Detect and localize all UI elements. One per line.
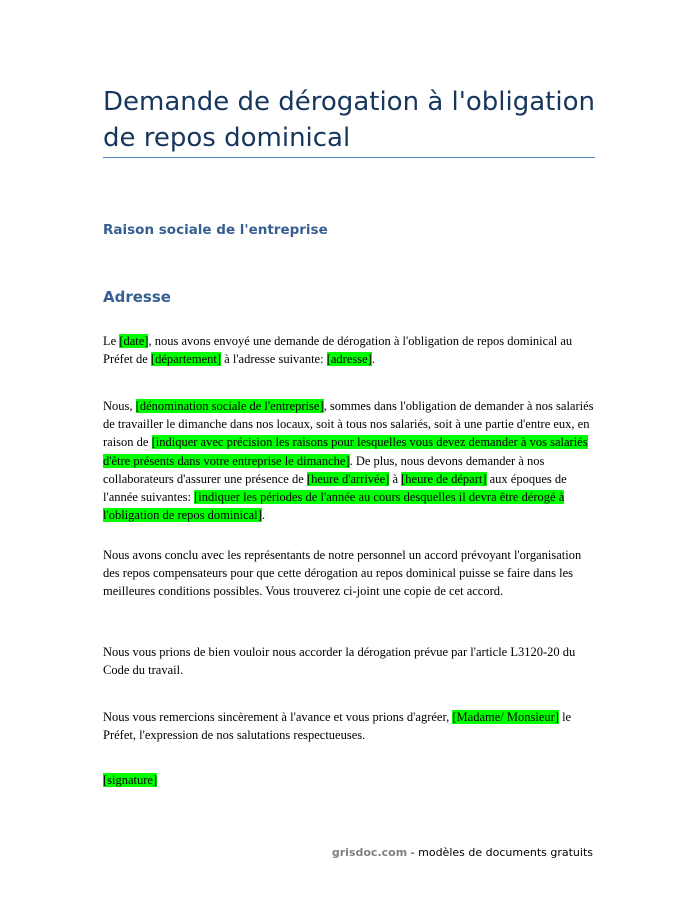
- paragraph-article: Nous vous prions de bien vouloir nous accorder la dérogation prévue par l'article L3120-20 du Code du travail.: [103, 645, 576, 678]
- company-name-heading: Raison sociale de l'entreprise: [103, 222, 328, 238]
- placeholder-departement: [département]: [150, 352, 222, 367]
- document-title: Demande de dérogation à l'obligation de repos dominical: [103, 87, 595, 153]
- placeholder-periodes: [indiquer les périodes de l'année au cours desquelles il devra être dérogé à l'obligation de repos dominical]: [103, 490, 565, 523]
- text: , nous avons envoyé une demande de dérogation à l'obligation de repos dominical au Préfet de: [103, 334, 573, 367]
- placeholder-signature: [signature]: [103, 773, 158, 787]
- text: Nous,: [103, 399, 136, 413]
- text: aux époques de l'année suivantes:: [103, 471, 567, 505]
- placeholder-civilite: [Madame/ Monsieur]: [452, 710, 559, 724]
- footer: [332, 846, 593, 859]
- paragraph-request: [103, 397, 595, 524]
- paragraph-intro: [103, 332, 595, 368]
- signature-line: [103, 771, 595, 789]
- footer-site: grisdoc.com: [331, 846, 408, 859]
- text: Le: [103, 334, 120, 348]
- placeholder-adresse: [adresse]: [326, 352, 372, 367]
- paragraph-agreement: Nous avons conclu avec les représentants de notre personnel un accord prévoyant l'organisation des repos compensateurs pour que cette dérogation au repos dominical puisse se faire dans les meilleures conditions possibles. Vous trouverez ci-joint une copie de cet accord.: [103, 548, 582, 599]
- placeholder-date: [date]: [119, 334, 149, 348]
- address-heading: Adresse: [103, 288, 171, 306]
- text: .: [371, 352, 375, 367]
- placeholder-heure-depart: [heure de départ]: [401, 471, 487, 486]
- footer-tagline: - modèles de documents gratuits: [407, 846, 593, 859]
- text: .: [261, 508, 265, 523]
- title-underline: [103, 157, 595, 158]
- text: . De plus, nous devons demander à nos collaborateurs d'assurer une présence de: [103, 453, 545, 486]
- paragraph-closing: [103, 708, 595, 744]
- text: à: [389, 471, 402, 486]
- text: le Préfet, l'expression de nos salutations respectueuses.: [103, 710, 572, 743]
- placeholder-raisons: [indiquer avec précision les raisons pour lesquelles vous devez demander à vos salariés d'être présents dans votre entreprise le dimanche]: [103, 435, 588, 468]
- text: Nous vous remercions sincèrement à l'avance et vous prions d'agréer,: [103, 710, 453, 724]
- text: , sommes dans l'obligation de demander à nos salariés de travailler le dimanche dans nos locaux, soit à tous nos salariés, soit à une partie d'entre eux, en raison de: [103, 399, 594, 450]
- placeholder-denomination: [dénomination sociale de l'entreprise]: [135, 399, 324, 413]
- text: à l'adresse suivante:: [221, 352, 327, 367]
- placeholder-heure-arrivee: [heure d'arrivée]: [306, 471, 390, 486]
